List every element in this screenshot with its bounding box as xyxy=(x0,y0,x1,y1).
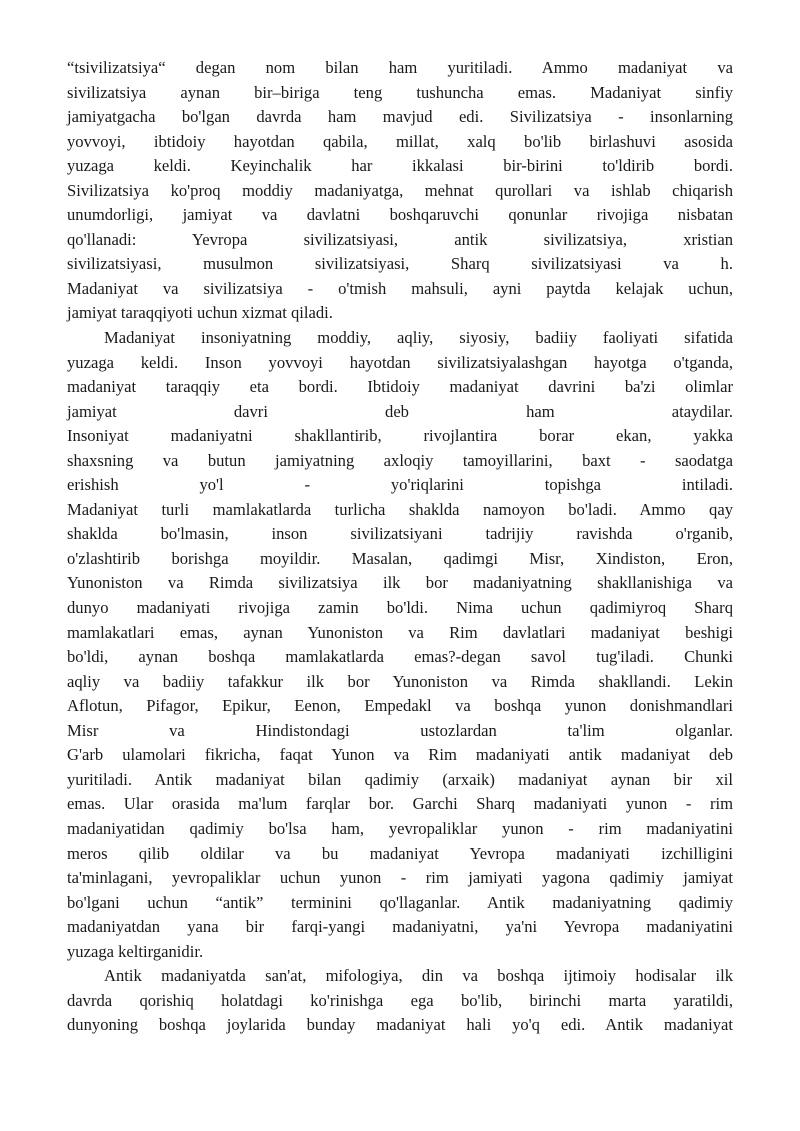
text-line: jamiyatgacha bo'lgan davrda ham mavjud edi. Sivilizatsiya - insonlarning xyxy=(67,107,733,127)
text-line: dunyo madaniyati rivojiga zamin bo'ldi. Nima uchun qadimiyroq Sharq xyxy=(67,598,733,618)
text-line: sivilizatsiyasi, musulmon sivilizatsiyasi, Sharq sivilizatsiyasi va h. xyxy=(67,254,733,274)
document-page xyxy=(67,56,733,1038)
text-line: shaxsning va butun jamiyatning axloqiy tamoyillarini, baxt - saodatga xyxy=(67,450,733,470)
text-line: meros qilib oldilar va bu madaniyat Yevropa madaniyati izchilligini xyxy=(67,843,733,863)
text-line: Aflotun, Pifagor, Epikur, Eenon, Empedakl va boshqa yunon donishmandlari xyxy=(67,696,733,716)
text-line: davrda qorishiq holatdagi ko'rinishga ega bo'lib, birinchi marta yaratildi, xyxy=(67,990,733,1010)
text-line: Sivilizatsiya ko'proq moddiy madaniyatga, mehnat qurollari va ishlab chiqarish xyxy=(67,180,733,200)
text-line: “tsivilizatsiya“ degan nom bilan ham yuritiladi. Ammo madaniyat va xyxy=(67,58,733,77)
text-line: yovvoyi, ibtidoiy hayotdan qabila, millat, xalq bo'lib birlashuvi asosida xyxy=(67,131,733,151)
text-line: Madaniyat turli mamlakatlarda turlicha shaklda namoyon bo'ladi. Ammo qay xyxy=(67,499,733,519)
text-line: jamiyat taraqqiyoti uchun xizmat qiladi. xyxy=(67,303,333,323)
text-line: mamlakatlari emas, aynan Yunoniston va Rim davlatlari madaniyat beshigi xyxy=(67,622,733,642)
text-line: madaniyatidan qadimiy bo'lsa ham, yevropaliklar yunon - rim madaniyatini xyxy=(67,818,733,838)
text-line: bo'ldi, aynan boshqa mamlakatlarda emas?-degan savol tug'iladi. Chunki xyxy=(67,647,733,667)
text-line: yuritiladi. Antik madaniyat bilan qadimiy (arxaik) madaniyat aynan bir xil xyxy=(67,769,733,789)
text-line: Yunoniston va Rimda sivilizatsiya ilk bor madaniyatning shakllanishiga va xyxy=(67,573,733,593)
text-line: Insoniyat madaniyatni shakllantirib, rivojlantira borar ekan, yakka xyxy=(67,426,733,446)
text-line: Madaniyat insoniyatning moddiy, aqliy, siyosiy, badiiy faoliyati sifatida xyxy=(104,328,733,348)
text-line: aqliy va badiiy tafakkur ilk bor Yunoniston va Rimda shakllandi. Lekin xyxy=(67,671,733,691)
text-line: G'arb ulamolari fikricha, faqat Yunon va Rim madaniyati antik madaniyat deb xyxy=(67,745,733,765)
text-line: sivilizatsiya aynan bir–biriga teng tushuncha emas. Madaniyat sinfiy xyxy=(67,82,733,102)
text-line: shaklda bo'lmasin, inson sivilizatsiyani tadrijiy ravishda o'rganib, xyxy=(67,524,733,544)
text-line: emas. Ular orasida ma'lum farqlar bor. Garchi Sharq madaniyati yunon - rim xyxy=(67,794,733,814)
text-line: madaniyatdan yana bir farqi-yangi madaniyatni, ya'ni Yevropa madaniyatini xyxy=(67,917,733,937)
text-line: Madaniyat va sivilizatsiya - o'tmish mahsuli, ayni paytda kelajak uchun, xyxy=(67,278,733,298)
text-line: o'zlashtirib borishga moyildir. Masalan, qadimgi Misr, Xindiston, Eron, xyxy=(67,548,733,568)
text-line: yuzaga keldi. Inson yovvoyi hayotdan sivilizatsiyalashgan hayotga o'tganda, xyxy=(67,352,733,372)
text-line: yuzaga keltirganidir. xyxy=(67,941,204,961)
text-line: qo'llanadi: Yevropa sivilizatsiyasi, antik sivilizatsiya, xristian xyxy=(67,229,733,249)
text-line: unumdorligi, jamiyat va davlatni boshqaruvchi qonunlar rivojiga nisbatan xyxy=(67,205,733,225)
text-line: bo'lgani uchun “antik” terminini qo'llaganlar. Antik madaniyatning qadimiy xyxy=(67,892,733,912)
text-line: erishish yo'l - yo'riqlarini topishga intiladi. xyxy=(67,475,733,495)
text-line: ta'minlagani, yevropaliklar uchun yunon - rim jamiyati yagona qadimiy jamiyat xyxy=(67,868,733,888)
text-line: Antik madaniyatda san'at, mifologiya, din va boshqa ijtimoiy hodisalar ilk xyxy=(104,966,733,986)
text-line: madaniyat taraqqiy eta bordi. Ibtidoiy madaniyat davrini ba'zi olimlar xyxy=(67,377,733,397)
text-line: dunyoning boshqa joylarida bunday madaniyat hali yo'q edi. Antik madaniyat xyxy=(67,1015,733,1035)
text-line: jamiyat davri deb ham ataydilar. xyxy=(67,401,733,421)
text-line: yuzaga keldi. Keyinchalik har ikkalasi bir-birini to'ldirib bordi. xyxy=(67,156,733,176)
text-line: Misr va Hindistondagi ustozlardan ta'lim olganlar. xyxy=(67,720,733,740)
